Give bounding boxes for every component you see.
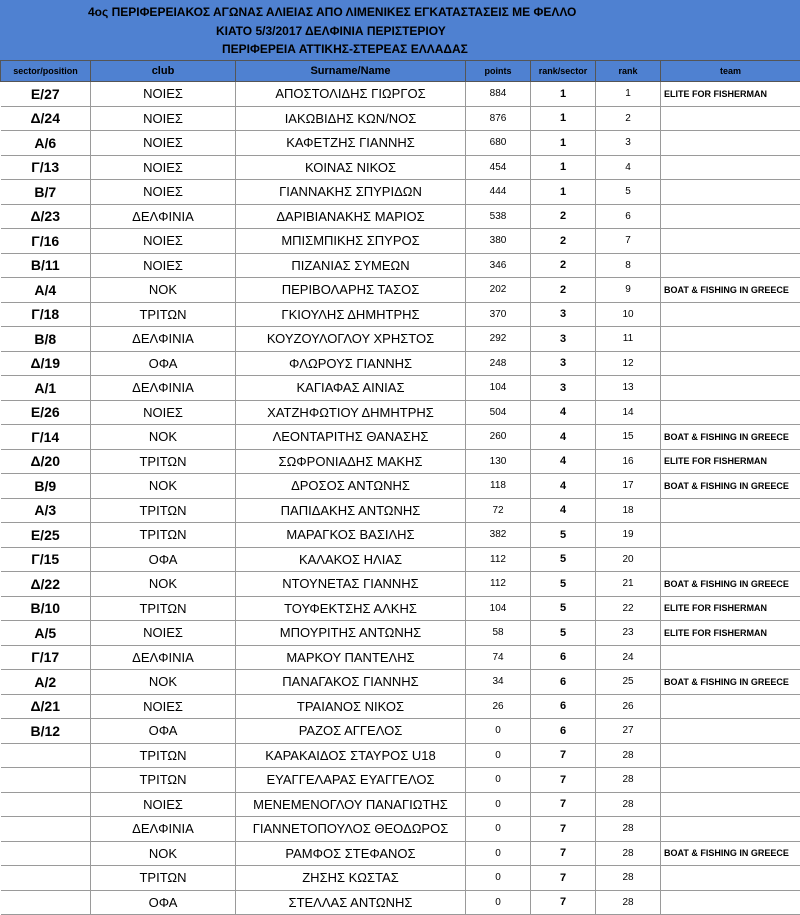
cell-club: ΟΦΑ xyxy=(91,890,236,915)
cell-club: ΝΟΚ xyxy=(91,474,236,499)
cell-club: ΝΟΙΕΣ xyxy=(91,229,236,254)
cell-team xyxy=(661,743,800,768)
cell-sector: Ε/26 xyxy=(1,400,91,425)
cell-rank: 26 xyxy=(596,694,661,719)
cell-rank-sector: 6 xyxy=(531,719,596,744)
cell-sector: Γ/16 xyxy=(1,229,91,254)
cell-name: ΣΤΕΛΛΑΣ ΑΝΤΩΝΗΣ xyxy=(236,890,466,915)
cell-team xyxy=(661,204,800,229)
cell-sector: Α/5 xyxy=(1,621,91,646)
cell-club: ΝΟΚ xyxy=(91,572,236,597)
cell-points: 346 xyxy=(466,253,531,278)
table-row xyxy=(1,768,800,793)
header-row xyxy=(1,61,800,82)
table-row xyxy=(1,229,800,254)
cell-sector: Δ/21 xyxy=(1,694,91,719)
title-banner xyxy=(0,0,800,60)
cell-sector: Β/9 xyxy=(1,474,91,499)
cell-points: 454 xyxy=(466,155,531,180)
cell-points: 0 xyxy=(466,719,531,744)
cell-rank: 4 xyxy=(596,155,661,180)
cell-team xyxy=(661,106,800,131)
header-club: club xyxy=(91,61,236,82)
cell-rank: 1 xyxy=(596,82,661,107)
cell-team xyxy=(661,792,800,817)
cell-club: ΤΡΙΤΩΝ xyxy=(91,302,236,327)
cell-sector xyxy=(1,743,91,768)
table-row xyxy=(1,792,800,817)
cell-rank: 28 xyxy=(596,792,661,817)
cell-team xyxy=(661,694,800,719)
header-name: Surname/Name xyxy=(236,61,466,82)
table-row xyxy=(1,817,800,842)
cell-rank: 10 xyxy=(596,302,661,327)
cell-club: ΝΟΙΕΣ xyxy=(91,82,236,107)
title-line-1: 4ος ΠΕΡΙΦΕΡΕΙΑΚΟΣ ΑΓΩΝΑΣ ΑΛΙΕΙΑΣ ΑΠΟ ΛΙΜΕΝΙΚΕΣ ΕΓΚΑΤΑΣΤΑΣΕΙΣ ΜΕ ΦΕΛΛΟ xyxy=(88,5,577,19)
cell-club: ΔΕΛΦΙΝΙΑ xyxy=(91,376,236,401)
cell-rank: 12 xyxy=(596,351,661,376)
cell-club: ΝΟΚ xyxy=(91,278,236,303)
cell-sector: Γ/14 xyxy=(1,425,91,450)
cell-points: 0 xyxy=(466,743,531,768)
results-table xyxy=(0,60,800,915)
table-row xyxy=(1,155,800,180)
cell-name: ΖΗΣΗΣ ΚΩΣΤΑΣ xyxy=(236,866,466,891)
cell-points: 72 xyxy=(466,498,531,523)
table-row xyxy=(1,621,800,646)
cell-points: 0 xyxy=(466,792,531,817)
cell-sector xyxy=(1,890,91,915)
cell-points: 0 xyxy=(466,890,531,915)
cell-points: 0 xyxy=(466,866,531,891)
cell-team xyxy=(661,180,800,205)
cell-rank-sector: 1 xyxy=(531,106,596,131)
cell-points: 248 xyxy=(466,351,531,376)
cell-sector: Α/4 xyxy=(1,278,91,303)
cell-points: 112 xyxy=(466,572,531,597)
cell-club: ΝΟΙΕΣ xyxy=(91,621,236,646)
cell-sector: Β/12 xyxy=(1,719,91,744)
cell-rank-sector: 1 xyxy=(531,180,596,205)
cell-club: ΝΟΙΕΣ xyxy=(91,155,236,180)
cell-points: 380 xyxy=(466,229,531,254)
cell-team xyxy=(661,498,800,523)
header-team: team xyxy=(661,61,800,82)
cell-sector: Δ/20 xyxy=(1,449,91,474)
cell-rank-sector: 4 xyxy=(531,425,596,450)
cell-rank: 28 xyxy=(596,743,661,768)
cell-rank-sector: 5 xyxy=(531,596,596,621)
cell-club: ΤΡΙΤΩΝ xyxy=(91,498,236,523)
cell-club: ΟΦΑ xyxy=(91,719,236,744)
cell-rank-sector: 2 xyxy=(531,253,596,278)
cell-rank: 13 xyxy=(596,376,661,401)
cell-rank: 25 xyxy=(596,670,661,695)
cell-club: ΔΕΛΦΙΝΙΑ xyxy=(91,327,236,352)
cell-club: ΔΕΛΦΙΝΙΑ xyxy=(91,817,236,842)
cell-team xyxy=(661,131,800,156)
cell-points: 538 xyxy=(466,204,531,229)
cell-club: ΝΟΚ xyxy=(91,425,236,450)
cell-club: ΝΟΙΕΣ xyxy=(91,694,236,719)
cell-sector xyxy=(1,841,91,866)
cell-rank-sector: 4 xyxy=(531,474,596,499)
cell-rank: 2 xyxy=(596,106,661,131)
cell-club: ΤΡΙΤΩΝ xyxy=(91,743,236,768)
cell-sector xyxy=(1,792,91,817)
table-row xyxy=(1,890,800,915)
cell-name: ΓΙΑΝΝΑΚΗΣ ΣΠΥΡΙΔΩΝ xyxy=(236,180,466,205)
cell-team: BOAT & FISHING IN GREECE xyxy=(661,474,800,499)
cell-team xyxy=(661,302,800,327)
cell-team xyxy=(661,817,800,842)
cell-club: ΝΟΙΕΣ xyxy=(91,131,236,156)
title-line-2: ΚΙΑΤΟ 5/3/2017 ΔΕΛΦΙΝΙΑ ΠΕΡΙΣΤΕΡΙΟΥ xyxy=(216,24,446,38)
cell-team: ELITE FOR FISHERMAN xyxy=(661,596,800,621)
cell-name: ΜΠΟΥΡΙΤΗΣ ΑΝΤΩΝΗΣ xyxy=(236,621,466,646)
cell-name: ΔΡΟΣΟΣ ΑΝΤΩΝΗΣ xyxy=(236,474,466,499)
cell-rank: 19 xyxy=(596,523,661,548)
cell-team: ELITE FOR FISHERMAN xyxy=(661,82,800,107)
cell-points: 292 xyxy=(466,327,531,352)
header-rank-sector: rank/sector xyxy=(531,61,596,82)
cell-rank-sector: 5 xyxy=(531,621,596,646)
cell-club: ΟΦΑ xyxy=(91,547,236,572)
cell-rank: 28 xyxy=(596,841,661,866)
table-row xyxy=(1,106,800,131)
cell-points: 0 xyxy=(466,841,531,866)
cell-team xyxy=(661,866,800,891)
cell-rank-sector: 1 xyxy=(531,155,596,180)
cell-name: ΣΩΦΡΟΝΙΑΔΗΣ ΜΑΚΗΣ xyxy=(236,449,466,474)
cell-rank-sector: 7 xyxy=(531,792,596,817)
cell-rank: 16 xyxy=(596,449,661,474)
table-row xyxy=(1,547,800,572)
cell-rank-sector: 3 xyxy=(531,327,596,352)
cell-club: ΝΟΙΕΣ xyxy=(91,180,236,205)
cell-points: 370 xyxy=(466,302,531,327)
cell-rank-sector: 1 xyxy=(531,82,596,107)
cell-rank-sector: 5 xyxy=(531,523,596,548)
cell-club: ΔΕΛΦΙΝΙΑ xyxy=(91,204,236,229)
cell-club: ΝΟΙΕΣ xyxy=(91,106,236,131)
cell-club: ΝΟΙΕΣ xyxy=(91,253,236,278)
cell-rank: 23 xyxy=(596,621,661,646)
cell-rank: 3 xyxy=(596,131,661,156)
table-row xyxy=(1,841,800,866)
cell-rank: 28 xyxy=(596,768,661,793)
header-sector: sector/position xyxy=(1,61,91,82)
cell-points: 0 xyxy=(466,768,531,793)
table-row xyxy=(1,400,800,425)
cell-name: ΠΑΝΑΓΑΚΟΣ ΓΙΑΝΝΗΣ xyxy=(236,670,466,695)
cell-rank: 21 xyxy=(596,572,661,597)
cell-name: ΙΑΚΩΒΙΔΗΣ ΚΩΝ/ΝΟΣ xyxy=(236,106,466,131)
cell-name: ΚΑΦΕΤΖΗΣ ΓΙΑΝΝΗΣ xyxy=(236,131,466,156)
cell-points: 74 xyxy=(466,645,531,670)
cell-name: ΛΕΟΝΤΑΡΙΤΗΣ ΘΑΝΑΣΗΣ xyxy=(236,425,466,450)
cell-team xyxy=(661,351,800,376)
cell-points: 34 xyxy=(466,670,531,695)
cell-rank: 20 xyxy=(596,547,661,572)
cell-rank-sector: 5 xyxy=(531,572,596,597)
cell-club: ΤΡΙΤΩΝ xyxy=(91,768,236,793)
cell-name: ΠΑΠΙΔΑΚΗΣ ΑΝΤΩΝΗΣ xyxy=(236,498,466,523)
cell-points: 260 xyxy=(466,425,531,450)
cell-name: ΚΑΡΑΚΑΙΔΟΣ ΣΤΑΥΡΟΣ U18 xyxy=(236,743,466,768)
cell-club: ΝΟΙΕΣ xyxy=(91,792,236,817)
cell-rank-sector: 4 xyxy=(531,400,596,425)
cell-name: ΠΕΡΙΒΟΛΑΡΗΣ ΤΑΣΟΣ xyxy=(236,278,466,303)
cell-rank-sector: 1 xyxy=(531,131,596,156)
cell-name: ΜΕΝΕΜΕΝΟΓΛΟΥ ΠΑΝΑΓΙΩΤΗΣ xyxy=(236,792,466,817)
cell-sector: Α/6 xyxy=(1,131,91,156)
cell-name: ΡΑΜΦΟΣ ΣΤΕΦΑΝΟΣ xyxy=(236,841,466,866)
cell-name: ΚΑΓΙΑΦΑΣ ΑΙΝΙΑΣ xyxy=(236,376,466,401)
table-row xyxy=(1,694,800,719)
header-rank: rank xyxy=(596,61,661,82)
cell-team xyxy=(661,719,800,744)
cell-rank: 7 xyxy=(596,229,661,254)
cell-name: ΝΤΟΥΝΕΤΑΣ ΓΙΑΝΝΗΣ xyxy=(236,572,466,597)
table-row xyxy=(1,449,800,474)
cell-team xyxy=(661,547,800,572)
cell-club: ΟΦΑ xyxy=(91,351,236,376)
cell-sector: Δ/24 xyxy=(1,106,91,131)
cell-team: BOAT & FISHING IN GREECE xyxy=(661,841,800,866)
cell-points: 0 xyxy=(466,817,531,842)
cell-name: ΜΠΙΣΜΠΙΚΗΣ ΣΠΥΡΟΣ xyxy=(236,229,466,254)
cell-club: ΤΡΙΤΩΝ xyxy=(91,523,236,548)
table-row xyxy=(1,204,800,229)
cell-points: 202 xyxy=(466,278,531,303)
cell-rank-sector: 6 xyxy=(531,694,596,719)
cell-rank: 27 xyxy=(596,719,661,744)
table-row xyxy=(1,351,800,376)
cell-sector: Β/8 xyxy=(1,327,91,352)
cell-sector: Γ/18 xyxy=(1,302,91,327)
cell-rank-sector: 6 xyxy=(531,670,596,695)
cell-sector: Α/2 xyxy=(1,670,91,695)
cell-rank-sector: 5 xyxy=(531,547,596,572)
cell-points: 876 xyxy=(466,106,531,131)
cell-name: ΡΑΖΟΣ ΑΓΓΕΛΟΣ xyxy=(236,719,466,744)
cell-rank-sector: 7 xyxy=(531,841,596,866)
cell-name: ΤΡΑΙΑΝΟΣ ΝΙΚΟΣ xyxy=(236,694,466,719)
cell-club: ΔΕΛΦΙΝΙΑ xyxy=(91,645,236,670)
cell-sector: Β/11 xyxy=(1,253,91,278)
table-body xyxy=(1,82,800,915)
cell-team: BOAT & FISHING IN GREECE xyxy=(661,425,800,450)
cell-team xyxy=(661,768,800,793)
cell-team xyxy=(661,523,800,548)
cell-name: ΑΠΟΣΤΟΛΙΔΗΣ ΓΙΩΡΓΟΣ xyxy=(236,82,466,107)
cell-sector: Α/3 xyxy=(1,498,91,523)
cell-rank-sector: 7 xyxy=(531,890,596,915)
cell-name: ΚΑΛΑΚΟΣ ΗΛΙΑΣ xyxy=(236,547,466,572)
cell-name: ΜΑΡΚΟΥ ΠΑΝΤΕΛΗΣ xyxy=(236,645,466,670)
cell-rank: 28 xyxy=(596,890,661,915)
cell-name: ΕΥΑΓΓΕΛΑΡΑΣ ΕΥΑΓΓΕΛΟΣ xyxy=(236,768,466,793)
cell-team xyxy=(661,890,800,915)
cell-rank: 9 xyxy=(596,278,661,303)
table-row xyxy=(1,327,800,352)
cell-name: ΚΟΥΖΟΥΛΟΓΛΟΥ ΧΡΗΣΤΟΣ xyxy=(236,327,466,352)
cell-club: ΝΟΙΕΣ xyxy=(91,400,236,425)
cell-name: ΦΛΩΡΟΥΣ ΓΙΑΝΝΗΣ xyxy=(236,351,466,376)
cell-sector: Δ/23 xyxy=(1,204,91,229)
cell-team xyxy=(661,645,800,670)
cell-rank-sector: 7 xyxy=(531,768,596,793)
cell-rank: 22 xyxy=(596,596,661,621)
cell-name: ΜΑΡΑΓΚΟΣ ΒΑΣΙΛΗΣ xyxy=(236,523,466,548)
cell-name: ΓΙΑΝΝΕΤΟΠΟΥΛΟΣ ΘΕΟΔΩΡΟΣ xyxy=(236,817,466,842)
cell-points: 130 xyxy=(466,449,531,474)
cell-sector: Β/10 xyxy=(1,596,91,621)
cell-sector: Ε/27 xyxy=(1,82,91,107)
cell-sector: Β/7 xyxy=(1,180,91,205)
table-row xyxy=(1,474,800,499)
cell-rank: 18 xyxy=(596,498,661,523)
cell-sector: Α/1 xyxy=(1,376,91,401)
cell-team: BOAT & FISHING IN GREECE xyxy=(661,670,800,695)
table-row xyxy=(1,523,800,548)
cell-sector: Γ/15 xyxy=(1,547,91,572)
cell-team xyxy=(661,253,800,278)
table-row xyxy=(1,376,800,401)
cell-sector: Δ/22 xyxy=(1,572,91,597)
cell-name: ΠΙΖΑΝΙΑΣ ΣΥΜΕΩΝ xyxy=(236,253,466,278)
table-row xyxy=(1,645,800,670)
cell-points: 444 xyxy=(466,180,531,205)
cell-rank: 14 xyxy=(596,400,661,425)
table-row xyxy=(1,719,800,744)
cell-rank: 24 xyxy=(596,645,661,670)
table-row xyxy=(1,425,800,450)
cell-sector xyxy=(1,866,91,891)
table-row xyxy=(1,278,800,303)
cell-rank-sector: 3 xyxy=(531,376,596,401)
cell-club: ΝΟΚ xyxy=(91,841,236,866)
cell-club: ΤΡΙΤΩΝ xyxy=(91,866,236,891)
cell-rank: 5 xyxy=(596,180,661,205)
cell-name: ΔΑΡΙΒΙΑΝΑΚΗΣ ΜΑΡΙΟΣ xyxy=(236,204,466,229)
cell-points: 104 xyxy=(466,376,531,401)
table-row xyxy=(1,572,800,597)
cell-rank-sector: 4 xyxy=(531,449,596,474)
cell-team xyxy=(661,376,800,401)
cell-points: 382 xyxy=(466,523,531,548)
cell-team xyxy=(661,400,800,425)
cell-team xyxy=(661,229,800,254)
table-row xyxy=(1,670,800,695)
title-line-3: ΠΕΡΙΦΕΡΕΙΑ ΑΤΤΙΚΗΣ-ΣΤΕΡΕΑΣ ΕΛΛΑΔΑΣ xyxy=(222,42,468,56)
table-row xyxy=(1,253,800,278)
table-row xyxy=(1,82,800,107)
cell-sector xyxy=(1,817,91,842)
cell-name: ΤΟΥΦΕΚΤΣΗΣ ΑΛΚΗΣ xyxy=(236,596,466,621)
cell-team: BOAT & FISHING IN GREECE xyxy=(661,278,800,303)
cell-points: 884 xyxy=(466,82,531,107)
cell-sector: Δ/19 xyxy=(1,351,91,376)
cell-points: 504 xyxy=(466,400,531,425)
cell-club: ΤΡΙΤΩΝ xyxy=(91,596,236,621)
table-row xyxy=(1,866,800,891)
cell-rank-sector: 7 xyxy=(531,866,596,891)
cell-team: ELITE FOR FISHERMAN xyxy=(661,449,800,474)
cell-points: 104 xyxy=(466,596,531,621)
cell-points: 112 xyxy=(466,547,531,572)
cell-name: ΚΟΙΝΑΣ ΝΙΚΟΣ xyxy=(236,155,466,180)
cell-rank-sector: 7 xyxy=(531,743,596,768)
cell-sector: Ε/25 xyxy=(1,523,91,548)
cell-points: 118 xyxy=(466,474,531,499)
header-points: points xyxy=(466,61,531,82)
table-row xyxy=(1,131,800,156)
cell-club: ΤΡΙΤΩΝ xyxy=(91,449,236,474)
cell-rank-sector: 2 xyxy=(531,204,596,229)
cell-rank: 17 xyxy=(596,474,661,499)
table-row xyxy=(1,596,800,621)
cell-rank-sector: 3 xyxy=(531,351,596,376)
cell-rank: 28 xyxy=(596,817,661,842)
cell-sector: Γ/17 xyxy=(1,645,91,670)
cell-team xyxy=(661,155,800,180)
cell-rank-sector: 2 xyxy=(531,278,596,303)
cell-rank: 6 xyxy=(596,204,661,229)
cell-rank: 8 xyxy=(596,253,661,278)
cell-rank: 15 xyxy=(596,425,661,450)
cell-team: BOAT & FISHING IN GREECE xyxy=(661,572,800,597)
cell-rank: 28 xyxy=(596,866,661,891)
cell-points: 58 xyxy=(466,621,531,646)
table-row xyxy=(1,302,800,327)
cell-rank-sector: 7 xyxy=(531,817,596,842)
cell-team: ELITE FOR FISHERMAN xyxy=(661,621,800,646)
cell-name: ΧΑΤΖΗΦΩΤΙΟΥ ΔΗΜΗΤΡΗΣ xyxy=(236,400,466,425)
cell-rank-sector: 3 xyxy=(531,302,596,327)
cell-rank-sector: 6 xyxy=(531,645,596,670)
cell-team xyxy=(661,327,800,352)
table-row xyxy=(1,498,800,523)
cell-rank-sector: 2 xyxy=(531,229,596,254)
cell-club: ΝΟΚ xyxy=(91,670,236,695)
cell-rank: 11 xyxy=(596,327,661,352)
cell-sector xyxy=(1,768,91,793)
cell-sector: Γ/13 xyxy=(1,155,91,180)
cell-points: 26 xyxy=(466,694,531,719)
cell-name: ΓΚΙΟΥΛΗΣ ΔΗΜΗΤΡΗΣ xyxy=(236,302,466,327)
cell-rank-sector: 4 xyxy=(531,498,596,523)
table-row xyxy=(1,180,800,205)
cell-points: 680 xyxy=(466,131,531,156)
table-row xyxy=(1,743,800,768)
